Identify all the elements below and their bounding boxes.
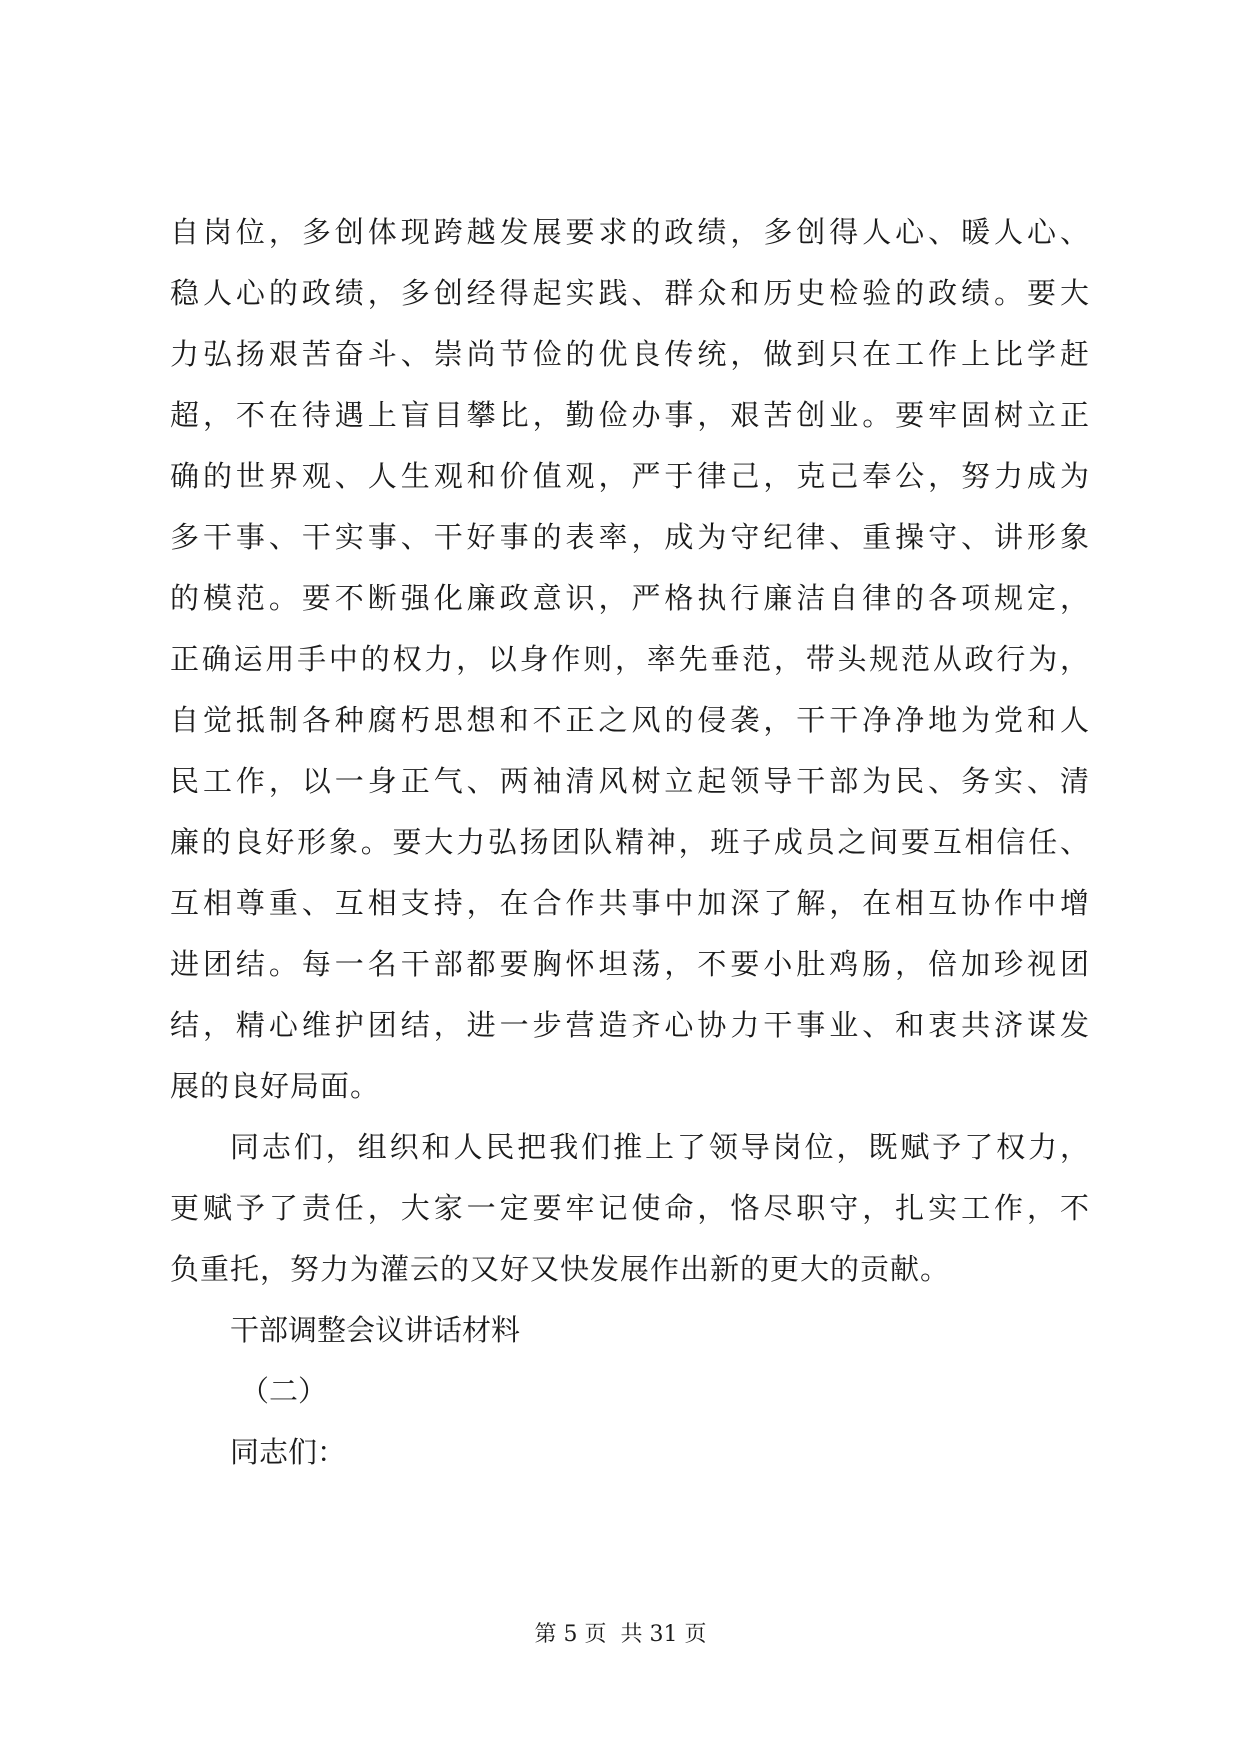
text-line: 超，不在待遇上盲目攀比，勤俭办事，艰苦创业。要牢固树立正 xyxy=(170,398,1090,432)
text-line: 稳人心的政绩，多创经得起实践、群众和历史检验的政绩。要大 xyxy=(170,276,1090,310)
text-line: 负重托，努力为灌云的又好又快发展作出新的更大的贡献。 xyxy=(170,1252,951,1286)
document-body xyxy=(170,202,1090,1483)
text-line: 同志们，组织和人民把我们推上了领导岗位，既赋予了权力， xyxy=(230,1130,1090,1164)
text-line: 多干事、干实事、干好事的表率，成为守纪律、重操守、讲形象 xyxy=(170,520,1090,554)
text-line: 结，精心维护团结，进一步营造齐心协力干事业、和衷共济谋发 xyxy=(170,1008,1090,1042)
section-title: 干部调整会议讲话材料 xyxy=(230,1313,521,1347)
text-line: 廉的良好形象。要大力弘扬团队精神，班子成员之间要互相信任、 xyxy=(170,825,1090,859)
text-line: 更赋予了责任，大家一定要牢记使命，恪尽职守，扎实工作，不 xyxy=(170,1191,1090,1225)
text-line: 进团结。每一名干部都要胸怀坦荡，不要小肚鸡肠，倍加珍视团 xyxy=(170,947,1090,981)
text-line: 正确运用手中的权力，以身作则，率先垂范，带头规范从政行为， xyxy=(170,642,1090,676)
paragraph-1 xyxy=(170,202,1090,1117)
page-footer xyxy=(0,1620,1241,1650)
section-number: （二） xyxy=(240,1374,328,1408)
text-line: 力弘扬艰苦奋斗、崇尚节俭的优良传统，做到只在工作上比学赶 xyxy=(170,337,1090,371)
text-line: 确的世界观、人生观和价值观，严于律己，克己奉公，努力成为 xyxy=(170,459,1090,493)
greeting: 同志们： xyxy=(230,1435,347,1469)
text-line: 展的良好局面。 xyxy=(170,1069,381,1103)
text-line: 民工作，以一身正气、两袖清风树立起领导干部为民、务实、清 xyxy=(170,764,1090,798)
paragraph-2 xyxy=(170,1117,1090,1300)
page-number-label: 第 5 页 共 31 页 xyxy=(534,1622,707,1647)
text-line: 自岗位，多创体现跨越发展要求的政绩，多创得人心、暖人心、 xyxy=(170,215,1090,249)
text-line: 的模范。要不断强化廉政意识，严格执行廉洁自律的各项规定， xyxy=(170,581,1090,615)
text-line: 互相尊重、互相支持，在合作共事中加深了解，在相互协作中增 xyxy=(170,886,1090,920)
text-line: 自觉抵制各种腐朽思想和不正之风的侵袭，干干净净地为党和人 xyxy=(170,703,1090,737)
